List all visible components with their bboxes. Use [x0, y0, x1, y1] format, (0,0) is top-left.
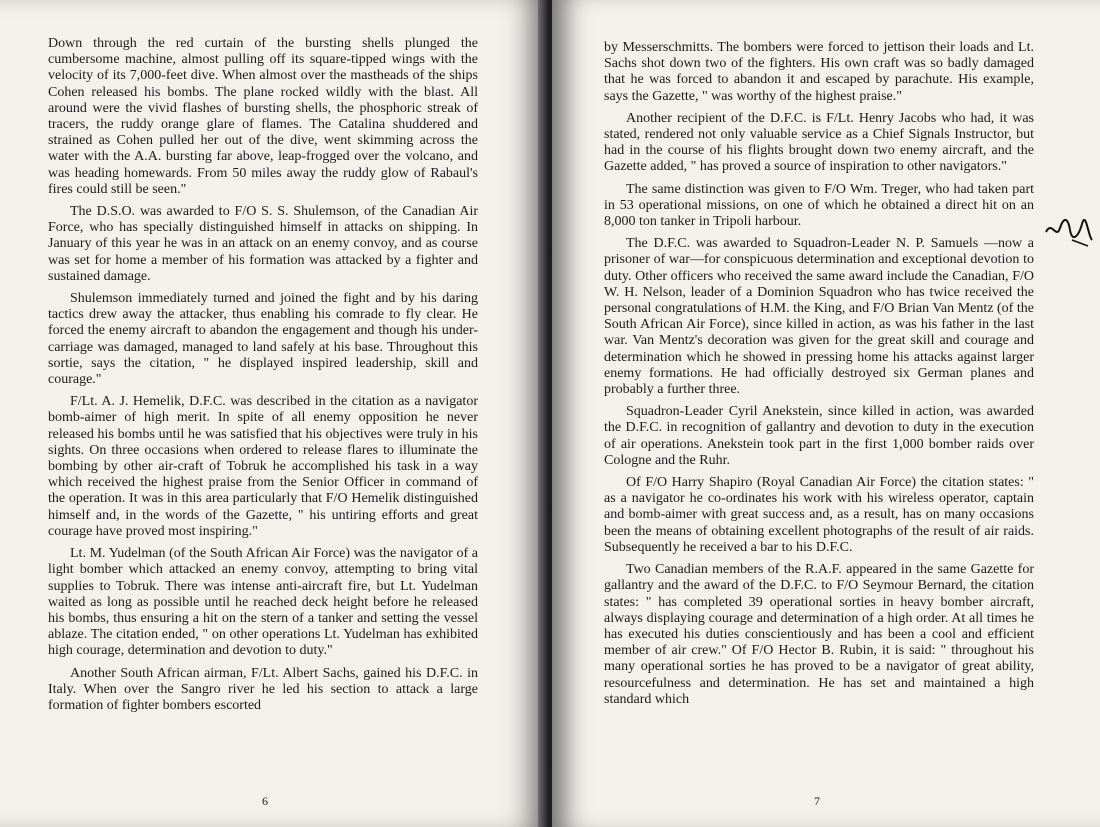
page-number: 6: [262, 794, 268, 808]
paragraph: F/Lt. A. J. Hemelik, D.F.C. was described in the citation as a navigator bomb-aimer of high merit. In spite of all enemy opposition he never released his bombs until he was satisfied that his objectives were truly in his sights. On three occasions when ordered to release flares to illuminate the bombing by other air-craft of Tobruk he accomplished his task in a way which received the highest praise from the Senior Officer in command of the operation. It was in this area particularly that F/O Hemelik distinguished himself and, in the words of the Gazette, " his untiring efforts and great courage have proved most inspiring.": [48, 394, 478, 539]
paragraph: by Messerschmitts. The bombers were forced to jettison their loads and Lt. Sachs shot down two of the fighters. His own craft was so badly damaged that he was forced to abandon it and escaped by parachute. His example, says the Gazette, " was worthy of the highest praise.": [604, 40, 1034, 104]
page-number: 7: [814, 794, 820, 808]
paragraph: Shulemson immediately turned and joined the fight and by his daring tactics drew away the attacker, thus enabling his comrade to fly clear. He forced the enemy aircraft to abandon the engagement and though his under-carriage was damaged, managed to land safely at his base. Throughout this sortie, says the citation, " he displayed inspired leadership, skill and courage.": [48, 291, 478, 388]
paragraph: Squadron-Leader Cyril Anekstein, since killed in action, was awarded the D.F.C. in recognition of gallantry and devotion to duty in the execution of air operations. Anekstein took part in the first 1,000 bomber raids over Cologne and the Ruhr.: [604, 404, 1034, 468]
paragraph: Down through the red curtain of the bursting shells plunged the cumbersome machine, almost pulling off its square-tipped wings with the velocity of its 7,000-feet dive. When almost over the mastheads of the ships Cohen released his bombs. The plane rocked wildly with the blast. All around were the vivid flashes of bursting shells, the phosphoric streak of tracers, the ruddy orange glare of flames. The Catalina shuddered and strained as Cohen pulled her out of the dive, went skimming across the water with the A.A. bursting far above, leap-frogged over the volcano, and was heading homewards. From 50 miles away the ruddy glow of Rabaul's fires could still be seen.": [48, 36, 478, 197]
paragraph: Another South African airman, F/Lt. Albert Sachs, gained his D.F.C. in Italy. When over the Sangro river he led his section to attack a large formation of fighter bombers escorted: [48, 665, 478, 713]
left-page-text: [48, 36, 478, 720]
handwritten-mark-icon: [1042, 210, 1094, 250]
paragraph: Two Canadian members of the R.A.F. appeared in the same Gazette for gallantry and the award of the D.F.C. to F/O Seymour Bernard, the citation states: " has completed 39 operational sorties in heavy bomber aircraft, always displaying courage and determination of a high order. At all times he has executed his duties conscientiously and has been a cool and efficient member of air crew." Of F/O Hector B. Rubin, it is said: " throughout his many operational sorties he has proved to be a navigator of great ability, resourcefulness and determination. He has set and maintained a high standard which: [604, 562, 1034, 707]
left-page: [0, 0, 548, 827]
paragraph: Of F/O Harry Shapiro (Royal Canadian Air Force) the citation states: " as a navigator he co-ordinates his work with his wireless operator, captain and bomb-aimer with great success and, as a result, has on many occasions been the means of obtaining excellent photographs of the result of air raids. Subsequently he received a bar to his D.F.C.: [604, 475, 1034, 555]
right-page-text: [604, 40, 1034, 714]
paragraph: Lt. M. Yudelman (of the South African Air Force) was the navigator of a light bomber which attacked an enemy convoy, attempting to bring vital supplies to Tobruk. There was intense anti-aircraft fire, but Lt. Yudelman waited as long as possible until he reached deck height before he released his bombs, thus ensuring a hit on the stern of a tanker and setting the vessel ablaze. The citation ended, " on other operations Lt. Yudelman has exhibited high courage, determination and devotion to duty.": [48, 546, 478, 659]
paragraph: Another recipient of the D.F.C. is F/Lt. Henry Jacobs who had, it was stated, rendered not only valuable service as a Chief Signals Instructor, but had in the course of his flights brought down two enemy aircraft, and the Gazette added, " has proved a source of inspiration to other navigators.": [604, 110, 1034, 175]
paragraph: The D.F.C. was awarded to Squadron-Leader N. P. Samuels —now a prisoner of war—for conspicuous determination and exceptional devotion to duty. Other officers who received the same award include the Canadian, F/O W. H. Nelson, leader of a Dominion Squadron who has twice received the personal congratulations of H.M. the King, and F/O Brian Van Mentz (of the South African Air Force), since killed in action, as was his father in the last war. Van Mentz's decoration was given for the great skill and courage and determination which he showed in pressing home his attacks against larger enemy formations. He had officially destroyed six German planes and probably a further three.: [604, 236, 1034, 398]
paragraph: The same distinction was given to F/O Wm. Treger, who had taken part in 53 operational missions, on one of which he obtained a direct hit on an 8,000 ton tanker in Tripoli harbour.: [604, 181, 1034, 230]
paragraph: The D.S.O. was awarded to F/O S. S. Shulemson, of the Canadian Air Force, who has specially distinguished himself in attacks on shipping. In January of this year he was in an attack on an enemy convoy, and as course was set for home a member of his formation was attacked by a fighter and sustained damage.: [48, 204, 478, 284]
right-page: [552, 0, 1100, 827]
